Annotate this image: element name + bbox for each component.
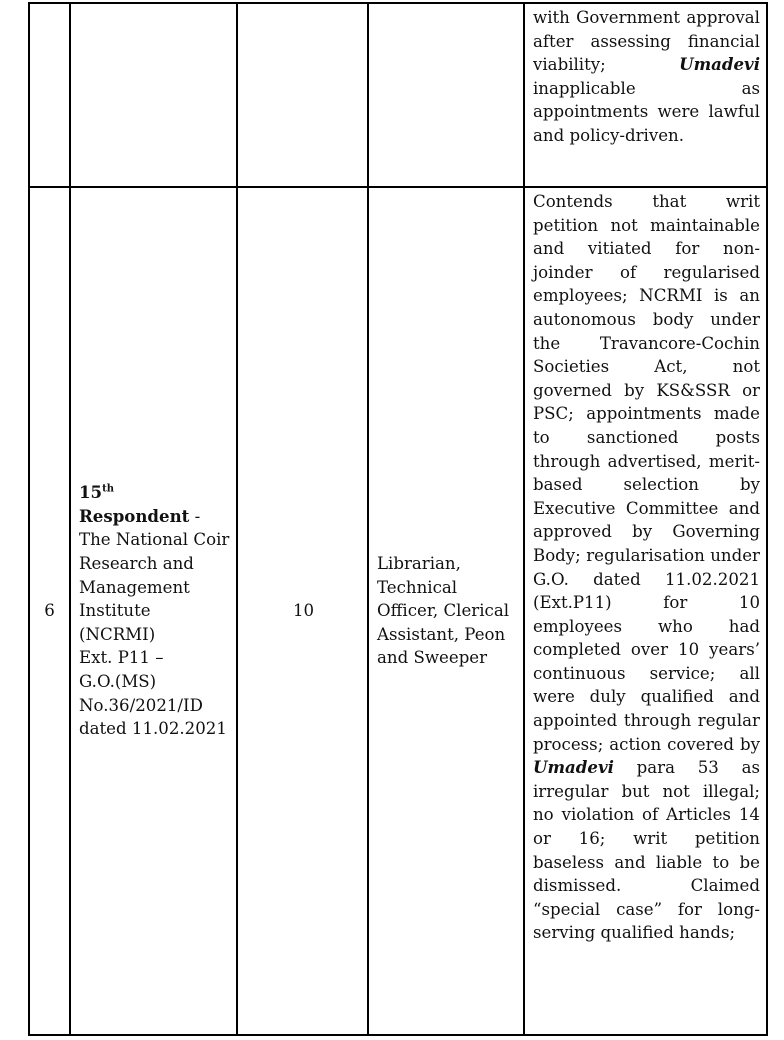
remarks-case-name: Umadevi: [679, 54, 760, 75]
count-cell: [237, 3, 368, 187]
remarks-case-name: Umadevi: [533, 757, 614, 778]
posts-cell: [368, 187, 524, 1035]
remarks-cell: [524, 3, 767, 187]
remarks-text: Contends that writ petition not maintainable and vitiated for non-joinder of regularised employees; NCRMI is an autonomous body under the Travancore-Cochin Societies Act, not governed by KS&SSR or PSC; appointments made to sanctioned posts through advertised, merit-based selection by Executive Committee and approved by Governing Body; regularisation under G.O. dated 11.02.2021 (Ext.P11) for 10 employees who had completed over 10 years’ continuous service; all were duly qualified and appointed through regular process; action covered by: [533, 192, 760, 754]
serial-cell: [29, 187, 70, 1035]
serial-cell: [29, 3, 70, 187]
remarks-text: inapplicable as appointments were lawful and policy-driven.: [533, 78, 760, 145]
exhibit-ref: Ext. P11 –: [79, 648, 164, 668]
respondent-name: - The National Coir Research and Management Institute (NCRMI): [79, 506, 230, 644]
respondent-cell: [70, 187, 237, 1035]
respondent-number: 15th Respondent: [79, 482, 190, 526]
remarks-text: with Government approval after assessing financial viability;: [533, 8, 760, 75]
serial-number: 6: [44, 601, 55, 621]
table-row: [29, 3, 767, 187]
remarks-cell: [524, 187, 767, 1035]
remarks-text: para 53 as irregular but not illegal; no violation of Articles 14 or 16; writ petition baseless and liable to be dismissed. Claimed “special case” for long-serving qualified hands;: [533, 758, 760, 943]
respondent-cell: [70, 3, 237, 187]
posts-text: Librarian, Technical Officer, Clerical Assistant, Peon and Sweeper: [377, 554, 510, 668]
exhibit-order: G.O.(MS) No.36/2021/ID dated 11.02.2021: [79, 671, 227, 739]
respondents-table: [28, 2, 768, 1036]
table-row: [29, 187, 767, 1035]
count-cell: [237, 187, 368, 1035]
posts-cell: [368, 3, 524, 187]
employee-count: 10: [292, 601, 315, 621]
